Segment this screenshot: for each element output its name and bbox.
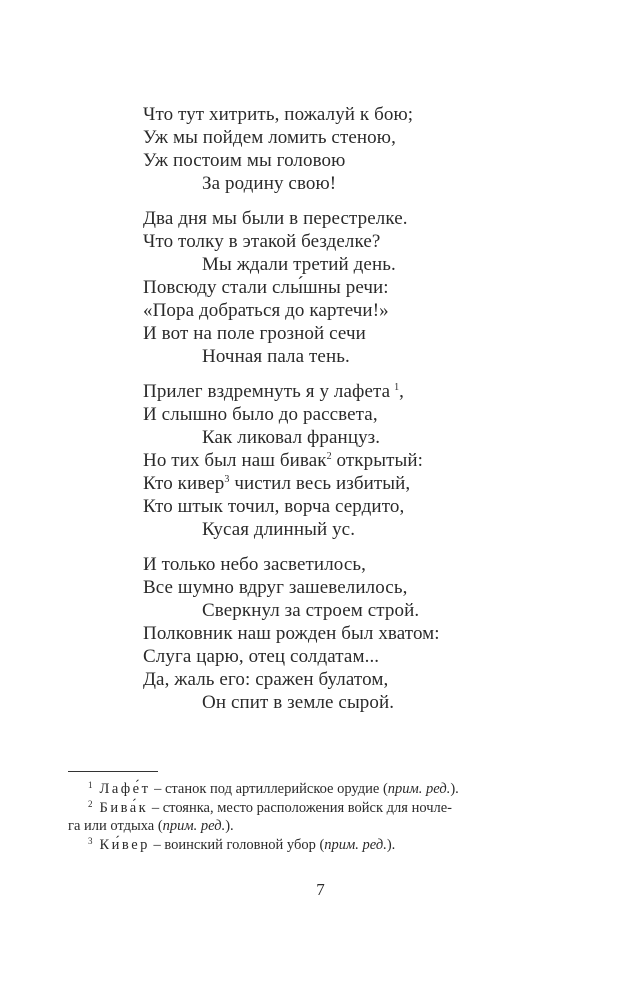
poem-line-indented: Как ликовал француз. — [202, 427, 381, 448]
line-text-after: чистил весь избитый, — [229, 473, 411, 494]
footnote-text: га или отдыха ( — [68, 818, 163, 834]
poem-line: Что тут хитрить, пожалуй к бою; — [143, 104, 414, 125]
footnote-marker-1[interactable]: 1 — [394, 382, 400, 393]
footnote-text: стоянка, место расположения войск для ночле- — [162, 799, 452, 816]
poem-line-indented: Мы ждали третий день. — [202, 254, 396, 275]
footnote-text: воинский головной убор ( — [164, 836, 325, 853]
poem-line: И слышно было до рассвета, — [143, 404, 378, 425]
footnote-1 — [68, 780, 568, 799]
page-number: 7 — [316, 880, 325, 899]
footnote-editor-note: прим. ред. — [162, 818, 226, 834]
poem-line: Слуга царю, отец солдатам... — [143, 646, 380, 667]
footnote-dash: – — [149, 836, 165, 853]
footnote-marker-2[interactable]: 2 — [326, 451, 332, 462]
line-text: Кто кивер — [143, 473, 225, 494]
line-text-after: открытый: — [331, 450, 423, 471]
line-text: Но тих был наш бивак — [143, 450, 327, 471]
poem-line-indented: Он спит в земле сырой. — [202, 692, 395, 713]
footnote-dash: – — [148, 799, 163, 816]
footnote-term: Ки́вер — [99, 836, 150, 853]
stanza-3 — [143, 380, 503, 541]
footnotes — [68, 780, 568, 854]
poem-line — [143, 472, 503, 495]
stanza-4 — [143, 553, 503, 714]
poem-line: Уж постоим мы головою — [143, 150, 346, 171]
footnote-divider — [68, 771, 158, 772]
poem-line — [143, 380, 503, 403]
poem-line: Что толку в этакой безделке? — [143, 231, 381, 252]
footnote-number: 3 — [88, 835, 93, 846]
poem-line: Полковник наш рожден был хватом: — [143, 623, 440, 644]
footnote-number: 2 — [88, 798, 93, 809]
footnote-number: 1 — [88, 780, 93, 790]
footnote-2-continuation — [68, 817, 568, 836]
footnote-end: ). — [386, 836, 396, 853]
footnote-2 — [68, 799, 568, 818]
poem-line: Повсюду стали слы́шны речи: — [143, 277, 389, 298]
poem-line: И вот на поле грозной сечи — [143, 323, 366, 344]
footnote-term: Лафе́т — [99, 781, 151, 797]
poem-line-indented: Кусая длинный ус. — [202, 519, 356, 540]
footnote-end: ). — [450, 781, 459, 797]
footnote-end: ). — [225, 818, 234, 834]
footnote-editor-note: прим. ред. — [324, 836, 387, 853]
poem-line: Да, жаль его: сражен булатом, — [143, 669, 389, 690]
poem-line: И только небо засветилось, — [143, 554, 366, 575]
footnote-marker-3[interactable]: 3 — [224, 474, 230, 485]
stanza-2 — [143, 207, 503, 368]
line-text: Прилег вздремнуть я у лафета — [143, 381, 391, 402]
poem-line: Уж мы пойдем ломить стеною, — [143, 127, 396, 148]
line-text-after: , — [399, 381, 405, 402]
footnote-dash: – — [150, 781, 165, 797]
poem-body — [143, 103, 503, 726]
poem-line-indented: Сверкнул за строем строй. — [202, 600, 420, 621]
poem-line: «Пора добраться до картечи!» — [143, 300, 389, 321]
poem-line — [143, 449, 503, 472]
footnote-term: Бива́к — [99, 799, 149, 816]
poem-line-indented: Ночная пала тень. — [202, 346, 350, 367]
stanza-1 — [143, 103, 503, 195]
footnote-3 — [68, 836, 568, 855]
poem-line-indented: За родину свою! — [202, 173, 337, 194]
footnote-text: станок под артиллерийское орудие ( — [164, 781, 388, 797]
poem-line: Два дня мы были в перестрелке. — [143, 208, 408, 229]
poem-line: Все шумно вдруг зашевелилось, — [143, 577, 408, 598]
footnote-editor-note: прим. ред. — [387, 781, 451, 797]
poem-line: Кто штык точил, ворча сердито, — [143, 496, 405, 517]
